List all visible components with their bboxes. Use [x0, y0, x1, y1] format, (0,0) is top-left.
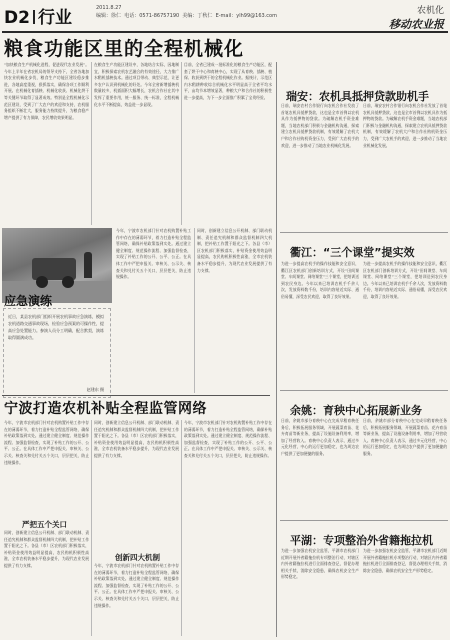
main-column-3: 目前，全省已建成一批标准化的粮食生产功能区，配套了烘干中心和育秧中心，实现了从育秧、插秧、植保、收获到烘干的全程机械化作业。据统计，示范区内水稻耕种收综合机械化水平明显高于全省平均水平，亩均节本增效显著，种粮大户和合作社的积极性进一步提高，为下一步全面推广积累了宝贵经验。	[184, 62, 272, 100]
main-column-2: 在粮食生产功能区建设中，各地结合实际，因地制宜，积极探索农机农艺融合的有效途径，大力推广水稻机插秧技术。通过项目带动、典型示范，让更多农户认识到机械化的好处。今年全省新增插秧机数量较多，机插面积大幅增长，农机合作社在其中发挥了重要作用，统一服务、统一标准，全程机械化水平不断提高，效益进一步显现。	[94, 62, 179, 107]
ruian-title: 瑞安：农机具抵押贷款助机手	[286, 90, 429, 103]
section-rule	[280, 390, 448, 391]
qujiang-body-1: 为进一步提高农机手的操作技能和安全意识，衢江区农机部门创新培训方式，开设“田间课堂、车间课堂、网络课堂”三个课堂，把培训送到农民身边。今年以来已培训农机手千余人次，发放资料数千份，培训内容贴近实际、通俗易懂，深受农民欢迎，取得了良好效果。	[281, 261, 359, 299]
section-rule	[280, 520, 448, 521]
designer: 美编：丁秋仁	[182, 13, 213, 19]
photo-wheel	[36, 276, 48, 288]
column-divider	[91, 62, 92, 225]
pinghu-title: 平湖：专项整治外省籍拖拉机	[290, 534, 433, 547]
emergency-signature: 赵建东 摄	[86, 387, 104, 392]
ningbo-column-1b: 同时，创新建立信息公开机制、部门联动机制、责任追究机制和群众监督机制四大机制，把补贴工作置于阳光之下。各县（市）区农机部门积极落实，补贴资金使用效益明显提高，农民购机积极性高涨，全市农机装备水平稳步提升，为现代农业发展提供了有力支撑。	[4, 530, 89, 568]
emergency-body: 近日，某县农机部门组织开展农机事故应急演练，模拟农机道路交通事故现场，检验应急预案的可操作性，提高应急处置能力。参演人员分工明确，配合默契，演练取得圆满成功。	[8, 314, 104, 340]
pinghu-body-1: 为进一步加强农机安全监管，平湖市农机部门近期开展外省籍拖拉机专项整治行动，对辖区内外省籍拖拉机进行全面排查登记，督促办理相关手续，消除安全隐患，确保农机安全生产形势稳定。	[281, 548, 359, 580]
subhead-five-gates: 严把五个关口	[22, 520, 67, 529]
column-divider	[181, 62, 182, 225]
yuyao-body-2: 日前，余姚市部分育秧中心在完成早稻育秧任务后，积极拓展服务领域，开展蔬菜育苗、花卉育苗等新业务，提高了设施设备利用率，增加了经营收入。育秧中心负责人表示，通过多元化经营，中心的运行更加稳定，也为周边农户提供了更加便捷的服务。	[363, 418, 447, 456]
editor: 编辑：徐仁	[96, 13, 122, 19]
column-divider	[181, 420, 182, 636]
main-headline: 粮食功能区里的全程机械化	[4, 38, 245, 60]
brand-name: 移动农业报	[389, 18, 444, 31]
lower-story-column-b: 同时，创新建立信息公开机制、部门联动机制、责任追究机制和群众监督机制四大机制，把补贴工作置于阳光之下。各县（市）区农机部门积极落实，补贴资金使用效益明显提高，农民购机积极性高涨，全市农机装备水平稳步提升，为现代农业发展提供了有力支撑。	[197, 228, 272, 273]
main-column-1: “加快粮食生产机械化进程，促进现代农业发展”。今年上半年在省农机局的领导支持下，全省各地加快农业机械化步伐，粮食生产功能区建设稳步推进，各地高度重视，狠抓落实，确保各项工作顺利开展。在机械化育插秧、机械化收获、机械化烘干等关键环节取得了显著成效。特别是全程机械化示范区建设，受到了广大农户的欢迎和支持，农机服务组织不断壮大，服务能力持续提升，为粮食稳产增产提供了有力保障，农民增收效果明显。	[4, 62, 89, 120]
ruian-body-1: 日前，瑞安农村合作银行向农机合作社发放了首笔农机具抵押贷款，这也是全市首例以农机具作为抵押物的贷款。为破解农机手资金难题，当地农机部门积极与金融机构沟通，探索建立农机具抵押贷款机制，有效缓解了农机大户和合作社购机资金压力，受到广大农机手的欢迎，进一步推动了当地农业机械化发展。	[281, 103, 359, 148]
column-divider	[91, 420, 92, 636]
editor-email: E-mail：ylh99@163.com	[215, 13, 277, 19]
yuyao-body-1: 日前，余姚市部分育秧中心在完成早稻育秧任务后，积极拓展服务领域，开展蔬菜育苗、花卉育苗等新业务，提高了设施设备利用率，增加了经营收入。育秧中心负责人表示，通过多元化经营，中心的运行更加稳定，也为周边农户提供了更加便捷的服务。	[281, 418, 359, 456]
subhead-four-mechanisms: 创新四大机制	[115, 553, 160, 562]
ningbo-column-2b: 今年，宁波市农机部门针对农机购置补贴工作中存在的薄弱环节，着力打造补贴全程监管网络，确保补贴政策落到实处。通过建立健全制度、规范操作流程、加强监督检查，实现了补贴工作的公开、公平、公正。在具体工作中严把申报关、审核关、公示关、核查关和兑付关五个关口，层层把关，防止违规操作。	[94, 563, 179, 608]
ruian-body-2: 日前，瑞安农村合作银行向农机合作社发放了首笔农机具抵押贷款，这也是全市首例以农机具作为抵押物的贷款。为破解农机手资金难题，当地农机部门积极与金融机构沟通，探索建立农机具抵押贷款机制，有效缓解了农机大户和合作社购机资金压力，受到广大农机手的欢迎，进一步推动了当地农业机械化发展。	[363, 103, 447, 148]
qujiang-title: 衢江：“三个课堂”提实效	[290, 246, 415, 259]
column-divider	[194, 228, 195, 393]
brand-top: 农机化	[416, 6, 444, 16]
section-divider	[33, 10, 35, 24]
photo-person	[84, 252, 92, 278]
qujiang-body-2: 为进一步提高农机手的操作技能和安全意识，衢江区农机部门创新培训方式，开设“田间课堂、车间课堂、网络课堂”三个课堂，把培训送到农民身边。今年以来已培训农机手千余人次，发放资料数千份，培训内容贴近实际、通俗易懂，深受农民欢迎，取得了良好效果。	[363, 261, 447, 299]
lower-story-column-a: 今年，宁波市农机部门针对农机购置补贴工作中存在的薄弱环节，着力打造补贴全程监管网络，确保补贴政策落到实处。通过建立健全制度、规范操作流程、加强监督检查，实现了补贴工作的公开、公平、公正。在具体工作中严把申报关、审核关、公示关、核查关和兑付关五个关口，层层把关，防止违规操作。	[116, 228, 191, 280]
yuyao-title: 余姚：育秧中心拓展新业务	[290, 404, 422, 417]
ningbo-column-2: 同时，创新建立信息公开机制、部门联动机制、责任追究机制和群众监督机制四大机制，把补贴工作置于阳光之下。各县（市）区农机部门积极落实，补贴资金使用效益明显提高，农民购机积极性高涨，全市农机装备水平稳步提升，为现代农业发展提供了有力支撑。	[94, 420, 179, 458]
emergency-title: 应急演练	[4, 294, 53, 308]
ningbo-headline: 宁波打造农机补贴全程监管网络	[4, 401, 207, 417]
photo-wheel	[62, 276, 74, 288]
pinghu-body-2: 为进一步加强农机安全监管，平湖市农机部门近期开展外省籍拖拉机专项整治行动，对辖区内外省籍拖拉机进行全面排查登记，督促办理相关手续，消除安全隐患，确保农机安全生产形势稳定。	[363, 548, 447, 573]
emergency-box	[3, 308, 111, 398]
edition-date: 2011.8.27	[96, 5, 122, 11]
section-rule	[280, 232, 448, 233]
page-section-label	[4, 3, 72, 28]
edition-meta	[96, 4, 396, 20]
ningbo-column-3: 今年，宁波市农机部门针对农机购置补贴工作中存在的薄弱环节，着力打造补贴全程监管网络，确保补贴政策落到实处。通过建立健全制度、规范操作流程、加强监督检查，实现了补贴工作的公开、公平、公正。在具体工作中严把申报关、审核关、公示关、核查关和兑付关五个关口，层层把关，防止违规操作。	[184, 420, 272, 458]
edition-credits	[96, 12, 396, 20]
ningbo-column-1: 今年，宁波市农机部门针对农机购置补贴工作中存在的薄弱环节，着力打造补贴全程监管网络，确保补贴政策落到实处。通过建立健全制度、规范操作流程、加强监督检查，实现了补贴工作的公开、公平、公正。在具体工作中严把申报关、审核关、公示关、核查关和兑付关五个关口，层层把关，防止违规操作。	[4, 420, 89, 465]
masthead-rule	[2, 31, 448, 33]
section-name: 行业	[37, 8, 72, 28]
page-code: D2	[4, 8, 30, 28]
right-rail-divider	[276, 62, 277, 637]
masthead	[0, 0, 450, 32]
paper-brand	[389, 3, 444, 32]
story-rule	[2, 395, 270, 396]
editor-phone: 电话：0571-86757190	[124, 13, 180, 19]
